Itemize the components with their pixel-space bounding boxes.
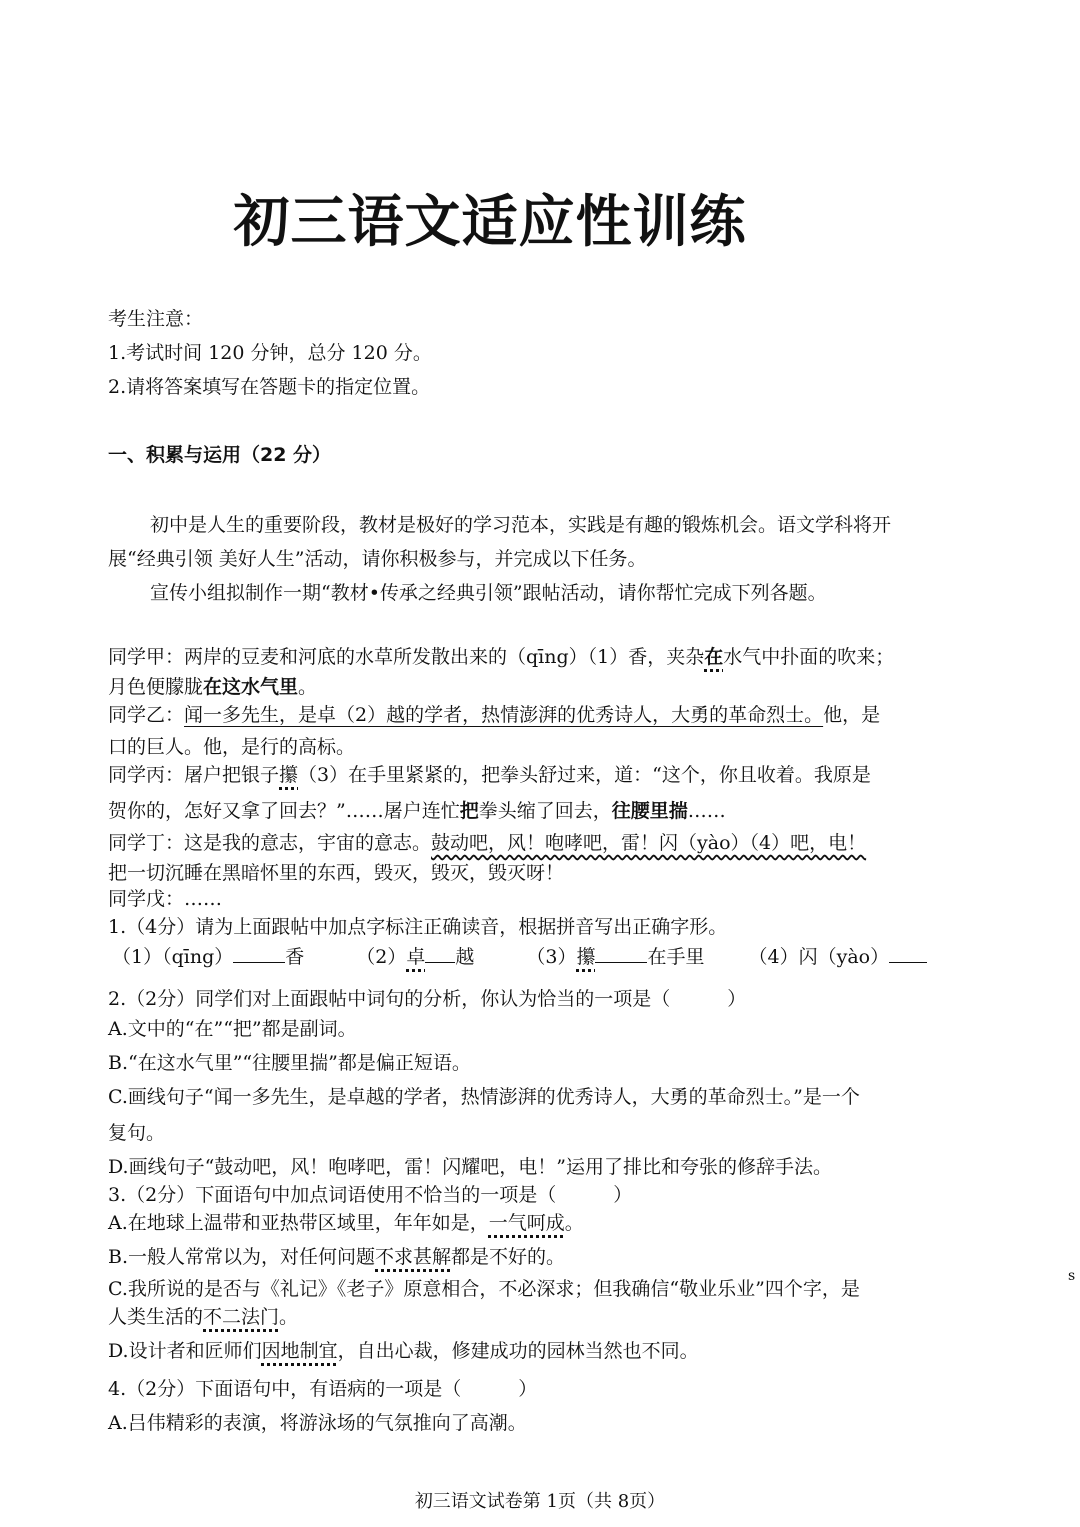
answer-blank[interactable] xyxy=(425,944,455,963)
post-a-line2 xyxy=(108,674,317,700)
option-b xyxy=(108,1244,565,1270)
answer-blank[interactable] xyxy=(595,944,647,963)
option-d xyxy=(108,1338,699,1364)
dotted-phrase: 不求甚解 xyxy=(375,1246,452,1268)
dotted-char: 在 xyxy=(704,646,724,668)
option-a: A.吕伟精彩的表演，将游泳场的气氛推向了高潮。 xyxy=(108,1412,527,1434)
option-a xyxy=(108,1210,584,1236)
post-d-line2: 把一切沉睡在黑暗怀里的东西，毁灭，毁灭，毁灭呀！ xyxy=(108,862,565,884)
part-label: （1）（qīng） xyxy=(112,946,234,968)
part-label: （2） xyxy=(356,946,407,968)
option-text: 。 xyxy=(279,1306,299,1328)
section-heading: 一、积累与运用（22 分） xyxy=(108,444,332,466)
post-text: 同学乙： xyxy=(108,704,185,726)
option-c-cont xyxy=(108,1304,298,1330)
post-e: 同学戊：…… xyxy=(108,888,223,910)
post-text: …… xyxy=(687,800,726,822)
option-text: A.在地球上温带和亚热带区域里，年年如是， xyxy=(108,1212,489,1234)
option-c: C.我所说的是否与《礼记》《老子》原意相合，不必深求；但我确信“敬业乐业”四个字，是 xyxy=(108,1278,860,1300)
post-text: 水气中扑面的吹来； xyxy=(723,646,895,668)
post-text: 月色便朦胧 xyxy=(108,676,204,698)
post-text: （3）在手里紧紧的，把拳头舒过来，道：“这个，你且收着。我原是 xyxy=(298,764,871,786)
edge-mark: s xyxy=(1068,1268,1076,1284)
answer-blank[interactable] xyxy=(233,944,285,963)
post-text: 拳头缩了回去， xyxy=(478,800,612,822)
wavy-underlined-sentence: 鼓动吧，风！咆哮吧，雷！闪（yào）（4）吧，电！ xyxy=(431,832,867,854)
post-text: 他，是 xyxy=(823,704,881,726)
notice-item: 1.考试时间 120 分钟，总分 120 分。 xyxy=(108,342,432,364)
dotted-char: 攥 xyxy=(279,764,299,786)
option-a: A.文中的“在”“把”都是副词。 xyxy=(108,1018,357,1040)
option-d: D.画线句子“鼓动吧，风！咆哮吧，雷！闪耀吧，电！”运用了排比和夸张的修辞手法。 xyxy=(108,1156,833,1178)
notice-item: 2.请将答案填写在答题卡的指定位置。 xyxy=(108,376,431,398)
bold-phrase: 往腰里揣 xyxy=(611,800,688,822)
dotted-phrase: 不二法门 xyxy=(203,1306,280,1328)
post-b-line1 xyxy=(108,702,880,728)
part-label: （4）闪（yào） xyxy=(748,946,890,968)
post-text: 同学丙：屠户把银子 xyxy=(108,764,280,786)
post-c-line1 xyxy=(108,762,871,788)
intro-paragraph: 初中是人生的重要阶段，教材是极好的学习范本，实践是有趣的锻炼机会。语文学科将开 xyxy=(150,514,892,536)
option-b: B.“在这水气里”“往腰里揣”都是偏正短语。 xyxy=(108,1052,471,1074)
question-3-stem: 3.（2分）下面语句中加点词语使用不恰当的一项是（ ） xyxy=(108,1184,633,1206)
option-text: ，自出心裁，修建成功的园林当然也不同。 xyxy=(337,1340,699,1362)
notice-heading: 考生注意： xyxy=(108,308,204,330)
question-2-stem: 2.（2分）同学们对上面跟帖中词句的分析，你认为恰当的一项是（ ） xyxy=(108,988,747,1010)
part-text: 香 xyxy=(285,946,305,968)
page-footer: 初三语文试卷第 1页（共 8页） xyxy=(414,1491,666,1512)
post-d-line1 xyxy=(108,830,866,856)
post-text: 。 xyxy=(298,676,318,698)
part-label: （3） xyxy=(526,946,577,968)
intro-paragraph-2: 宣传小组拟制作一期“教材•传承之经典引领”跟帖活动，请你帮忙完成下列各题。 xyxy=(150,582,827,604)
bold-char: 把 xyxy=(459,800,479,822)
post-text: 同学丁：这是我的意志，宇宙的意志。 xyxy=(108,832,432,854)
option-text: 都是不好的。 xyxy=(451,1246,566,1268)
post-c-line2 xyxy=(108,798,726,824)
post-text: 贺你的，怎好又拿了回去？”……屠户连忙 xyxy=(108,800,460,822)
post-b-line2: 口的巨人。他，是行的高标。 xyxy=(108,736,356,758)
answer-blank[interactable] xyxy=(889,944,927,963)
intro-paragraph-cont: 展“经典引领 美好人生”活动，请你积极参与，并完成以下任务。 xyxy=(108,548,647,570)
underlined-sentence: 闻一多先生，是卓（2）越的学者，热情澎湃的优秀诗人，大勇的革命烈士。 xyxy=(184,704,824,726)
option-c-cont: 复句。 xyxy=(108,1122,166,1144)
question-1-stem: 1.（4分）请为上面跟帖中加点字标注正确读音，根据拼音写出正确字形。 xyxy=(108,916,728,938)
option-text: 。 xyxy=(564,1212,584,1234)
question-1-parts xyxy=(112,944,927,970)
option-text: D.设计者和匠师们 xyxy=(108,1340,262,1362)
question-4-stem: 4.（2分）下面语句中，有语病的一项是（ ） xyxy=(108,1378,538,1400)
page-title: 初三语文适应性训练 xyxy=(233,190,747,255)
option-text: 人类生活的 xyxy=(108,1306,204,1328)
part-text: 越 xyxy=(455,946,475,968)
option-c: C.画线句子“闻一多先生，是卓越的学者，热情澎湃的优秀诗人，大勇的革命烈士。”是一个 xyxy=(108,1086,860,1108)
option-text: B.一般人常常以为，对任何问题 xyxy=(108,1246,376,1268)
dotted-phrase: 一气呵成 xyxy=(488,1212,565,1234)
dotted-char: 攥 xyxy=(576,946,596,968)
post-a-line1 xyxy=(108,644,894,670)
bold-phrase: 在这水气里 xyxy=(203,676,299,698)
post-text: 同学甲：两岸的豆麦和河底的水草所发散出来的（qīng）（1）香，夹杂 xyxy=(108,646,705,668)
dotted-phrase: 因地制宜 xyxy=(261,1340,338,1362)
dotted-char: 卓 xyxy=(406,946,426,968)
part-text: 在手里 xyxy=(647,946,705,968)
